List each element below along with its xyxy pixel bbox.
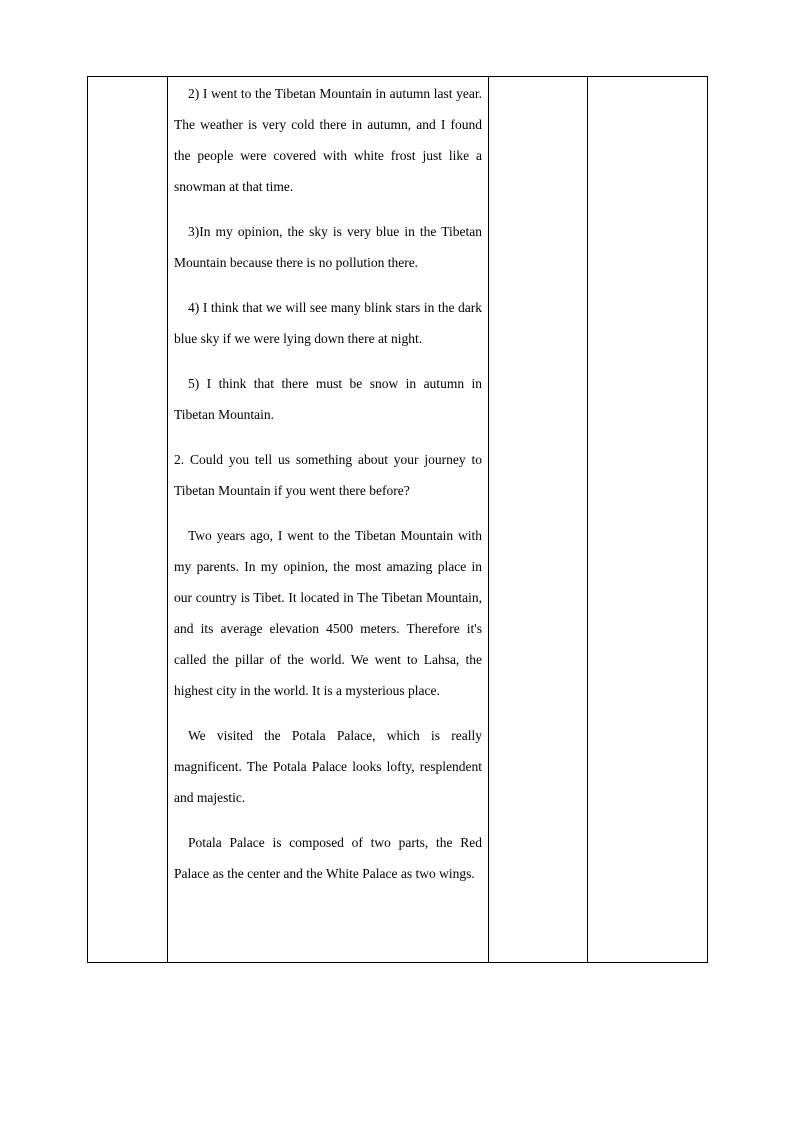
empty-cell-left — [88, 77, 168, 963]
paragraph-5: 5) I think that there must be snow in autumn in Tibetan Mountain. — [174, 376, 482, 422]
table-row — [88, 77, 708, 963]
paragraph-journey: Two years ago, I went to the Tibetan Mountain with my parents. In my opinion, the most amazing place in our country is Tibet. It located in The Tibetan Mountain, and its average elevation 4500 meters. Therefore it's called the pillar of the world. We went to Lahsa, the highest city in the world. It is a mysterious place. — [174, 528, 482, 698]
paragraph-2: 2) I went to the Tibetan Mountain in autumn last year. The weather is very cold there in autumn, and I found the people were covered with white frost just like a snowman at that time. — [174, 86, 482, 194]
paragraph-3: 3)In my opinion, the sky is very blue in the Tibetan Mountain because there is no pollution there. — [174, 224, 482, 270]
paragraph-potala-parts: Potala Palace is composed of two parts, the Red Palace as the center and the White Palace as two wings. — [174, 835, 482, 881]
empty-cell-right-1 — [489, 77, 588, 963]
paragraph-potala-visit: We visited the Potala Palace, which is really magnificent. The Potala Palace looks lofty, resplendent and majestic. — [174, 728, 482, 805]
paragraph-4: 4) I think that we will see many blink stars in the dark blue sky if we were lying down there at night. — [174, 300, 482, 346]
empty-cell-right-2 — [588, 77, 708, 963]
content-cell — [168, 77, 489, 963]
question-2: 2. Could you tell us something about your journey to Tibetan Mountain if you went there before? — [174, 452, 482, 498]
lesson-table — [87, 76, 708, 963]
